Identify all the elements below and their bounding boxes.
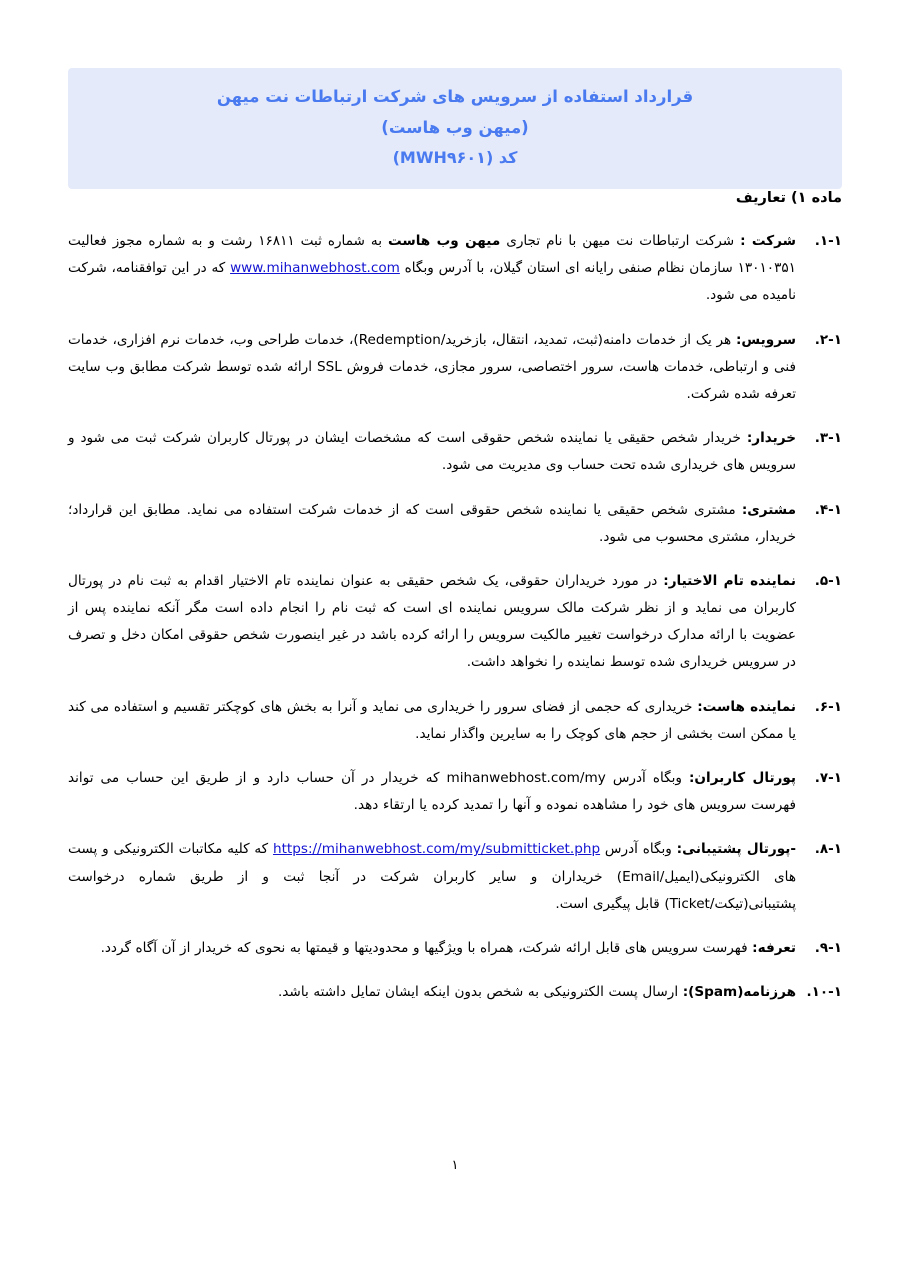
clause-item xyxy=(68,979,842,1006)
clause-number: ۶-۱. xyxy=(814,698,842,715)
clause-text xyxy=(68,694,796,748)
clause-text-segment: در مورد خریداران حقوقی، یک شخص حقیقی به عنوان نماینده تام الاختیار اقدام به ثبت نام در پورتال کاربران می نماید و از نظر شرکت مالک سرویس نماینده ای است که ثبت نام را انجام داده است مگر آنکه نماینده پس از عضویت با ارائه مدارک درخواست تغییر مالکیت سرویس را ارائه کرده باشد در غیر اینصورت شخص حقوقی امکان دخل و تصرف در سرویس خریداری شده توسط نماینده را نخواهد داشت. xyxy=(68,572,796,671)
clause-text xyxy=(68,568,796,677)
clause-item xyxy=(68,935,842,962)
section-heading: ماده ۱) تعاریف xyxy=(735,190,842,206)
support-portal-link[interactable]: https://mihanwebhost.com/my/submitticket.php xyxy=(272,841,601,858)
clause-text-segment: که کلیه مکاتبات الکترونیکی و پست های الکترونیکی(ایمیل/Email) خریداران و سایر کاربران شرکت در آنجا ثبت و از طریق شماره درخواست پشتیبانی(تیکت/Ticket) قابل پیگیری است. xyxy=(68,841,796,912)
clause-text xyxy=(68,979,796,1006)
header-title-line-2: (میهن وب هاست) xyxy=(381,117,529,137)
clause-text-segment: خریداری که حجمی از فضای سرور را خریداری می نماید و آنرا به بخش های کوچکتر تقسیم و استفاده می کند یا ممکن است بخشی از حجم های کوچک را به سایرین واگذار نماید. xyxy=(68,698,796,742)
document-header-banner xyxy=(68,68,842,189)
clause-text-segment: وبگاه آدرس xyxy=(600,841,677,858)
clause-text-segment: که خریدار در آن حساب دارد و از طریق این حساب می تواند فهرست سرویس های خود را مشاهده نموده و آنها را تمدید کرده یا ارتقاء دهد. xyxy=(68,770,796,814)
clause-text-segment: ارسال پست الکترونیکی به شخص بدون اینکه ایشان تمایل داشته باشد. xyxy=(277,984,683,1001)
clause-list xyxy=(68,228,842,1023)
clause-brand-name: میهن وب هاست xyxy=(387,233,501,249)
clause-text-segment: خریدار شخص حقیقی یا نماینده شخص حقوقی است که مشخصات ایشان در پورتال کاربران شرکت ثبت می شود و سرویس های خریداری شده تحت حساب وی مدیریت می شود. xyxy=(68,430,796,474)
clause-text-segment: وبگاه آدرس xyxy=(605,770,689,786)
clause-text-segment: شرکت ارتباطات نت میهن با نام تجاری xyxy=(500,233,741,249)
clause-text xyxy=(68,765,796,819)
clause-text xyxy=(68,327,796,409)
clause-item xyxy=(68,497,842,551)
clause-number: ۱-۱. xyxy=(814,233,842,249)
clause-number: ۸-۱. xyxy=(814,841,842,858)
clause-text-segment: هر یک از خدمات دامنه(ثبت، تمدید، انتقال، بازخرید/Redemption)، خدمات طراحی وب، خدمات نرم افزاری، خدمات فنی و ارتباطی، خدمات هاست، سرور اختصاصی، سرور مجازی، خدمات فروش SSL ارائه شده توسط شرکت مطابق وب سایت تعرفه شده شرکت. xyxy=(68,331,796,402)
clause-text xyxy=(68,425,796,479)
page-number: ۱ xyxy=(451,1158,459,1173)
clause-number: ۴-۱. xyxy=(814,501,842,518)
clause-text xyxy=(68,497,796,551)
clause-text xyxy=(68,836,796,918)
clause-number: ۲-۱. xyxy=(814,331,842,348)
clause-number: ۵-۱. xyxy=(814,572,842,589)
clause-term: هرزنامه(Spam): xyxy=(682,984,796,1001)
clause-term: سرویس: xyxy=(735,331,797,348)
company-website-link[interactable]: www.mihanwebhost.com xyxy=(230,260,400,277)
header-title-line-1: قرارداد استفاده از سرویس های شرکت ارتباطات نت میهن xyxy=(216,87,694,106)
clause-number: ۷-۱. xyxy=(814,770,842,786)
clause-text xyxy=(68,228,796,310)
clause-item xyxy=(68,765,842,819)
clause-term: شرکت : xyxy=(740,233,796,249)
clause-number: ۱۰-۱. xyxy=(806,984,842,1001)
client-portal-url: mihanwebhost.com/my xyxy=(446,770,606,786)
clause-item xyxy=(68,327,842,409)
clause-item xyxy=(68,425,842,479)
clause-text xyxy=(68,935,796,962)
clause-term: تعرفه: xyxy=(752,939,796,956)
clause-item xyxy=(68,836,842,918)
clause-term: پورتال کاربران: xyxy=(689,770,796,786)
clause-text-segment: فهرست سرویس های قابل ارائه شرکت، همراه با ویژگیها و محدودیتها و قیمتها به نحوی که خریدار از آن آگاه گردد. xyxy=(100,939,753,956)
clause-text-segment: مشتری شخص حقیقی یا نماینده شخص حقوقی است که از خدمات شرکت استفاده می نماید. مطابق این قرارداد؛ خریدار، مشتری محسوب می شود. xyxy=(68,501,796,545)
header-contract-code: کد (MWH۹۶۰۱) xyxy=(392,148,518,168)
clause-item xyxy=(68,568,842,677)
clause-term: نماینده هاست: xyxy=(697,698,796,715)
clause-term: -پورتال پشتیبانی: xyxy=(676,841,796,858)
clause-item xyxy=(68,228,842,310)
clause-number: ۹-۱. xyxy=(814,939,842,956)
clause-term: نماینده تام الاختیار: xyxy=(663,572,797,589)
clause-number: ۳-۱. xyxy=(814,430,842,447)
clause-item xyxy=(68,694,842,748)
clause-term: خریدار: xyxy=(746,430,796,447)
clause-term: مشتری: xyxy=(741,501,796,518)
clause-text-segment: که در این توافقنامه، شرکت نامیده می شود. xyxy=(68,260,796,304)
clause-text-segment: به شماره ثبت ۱۶۸۱۱ رشت و به شماره مجوز فعالیت ۱۳۰۱۰۳۵۱ سازمان نظام صنفی رایانه ای استان گیلان، با آدرس وبگاه xyxy=(68,233,796,277)
